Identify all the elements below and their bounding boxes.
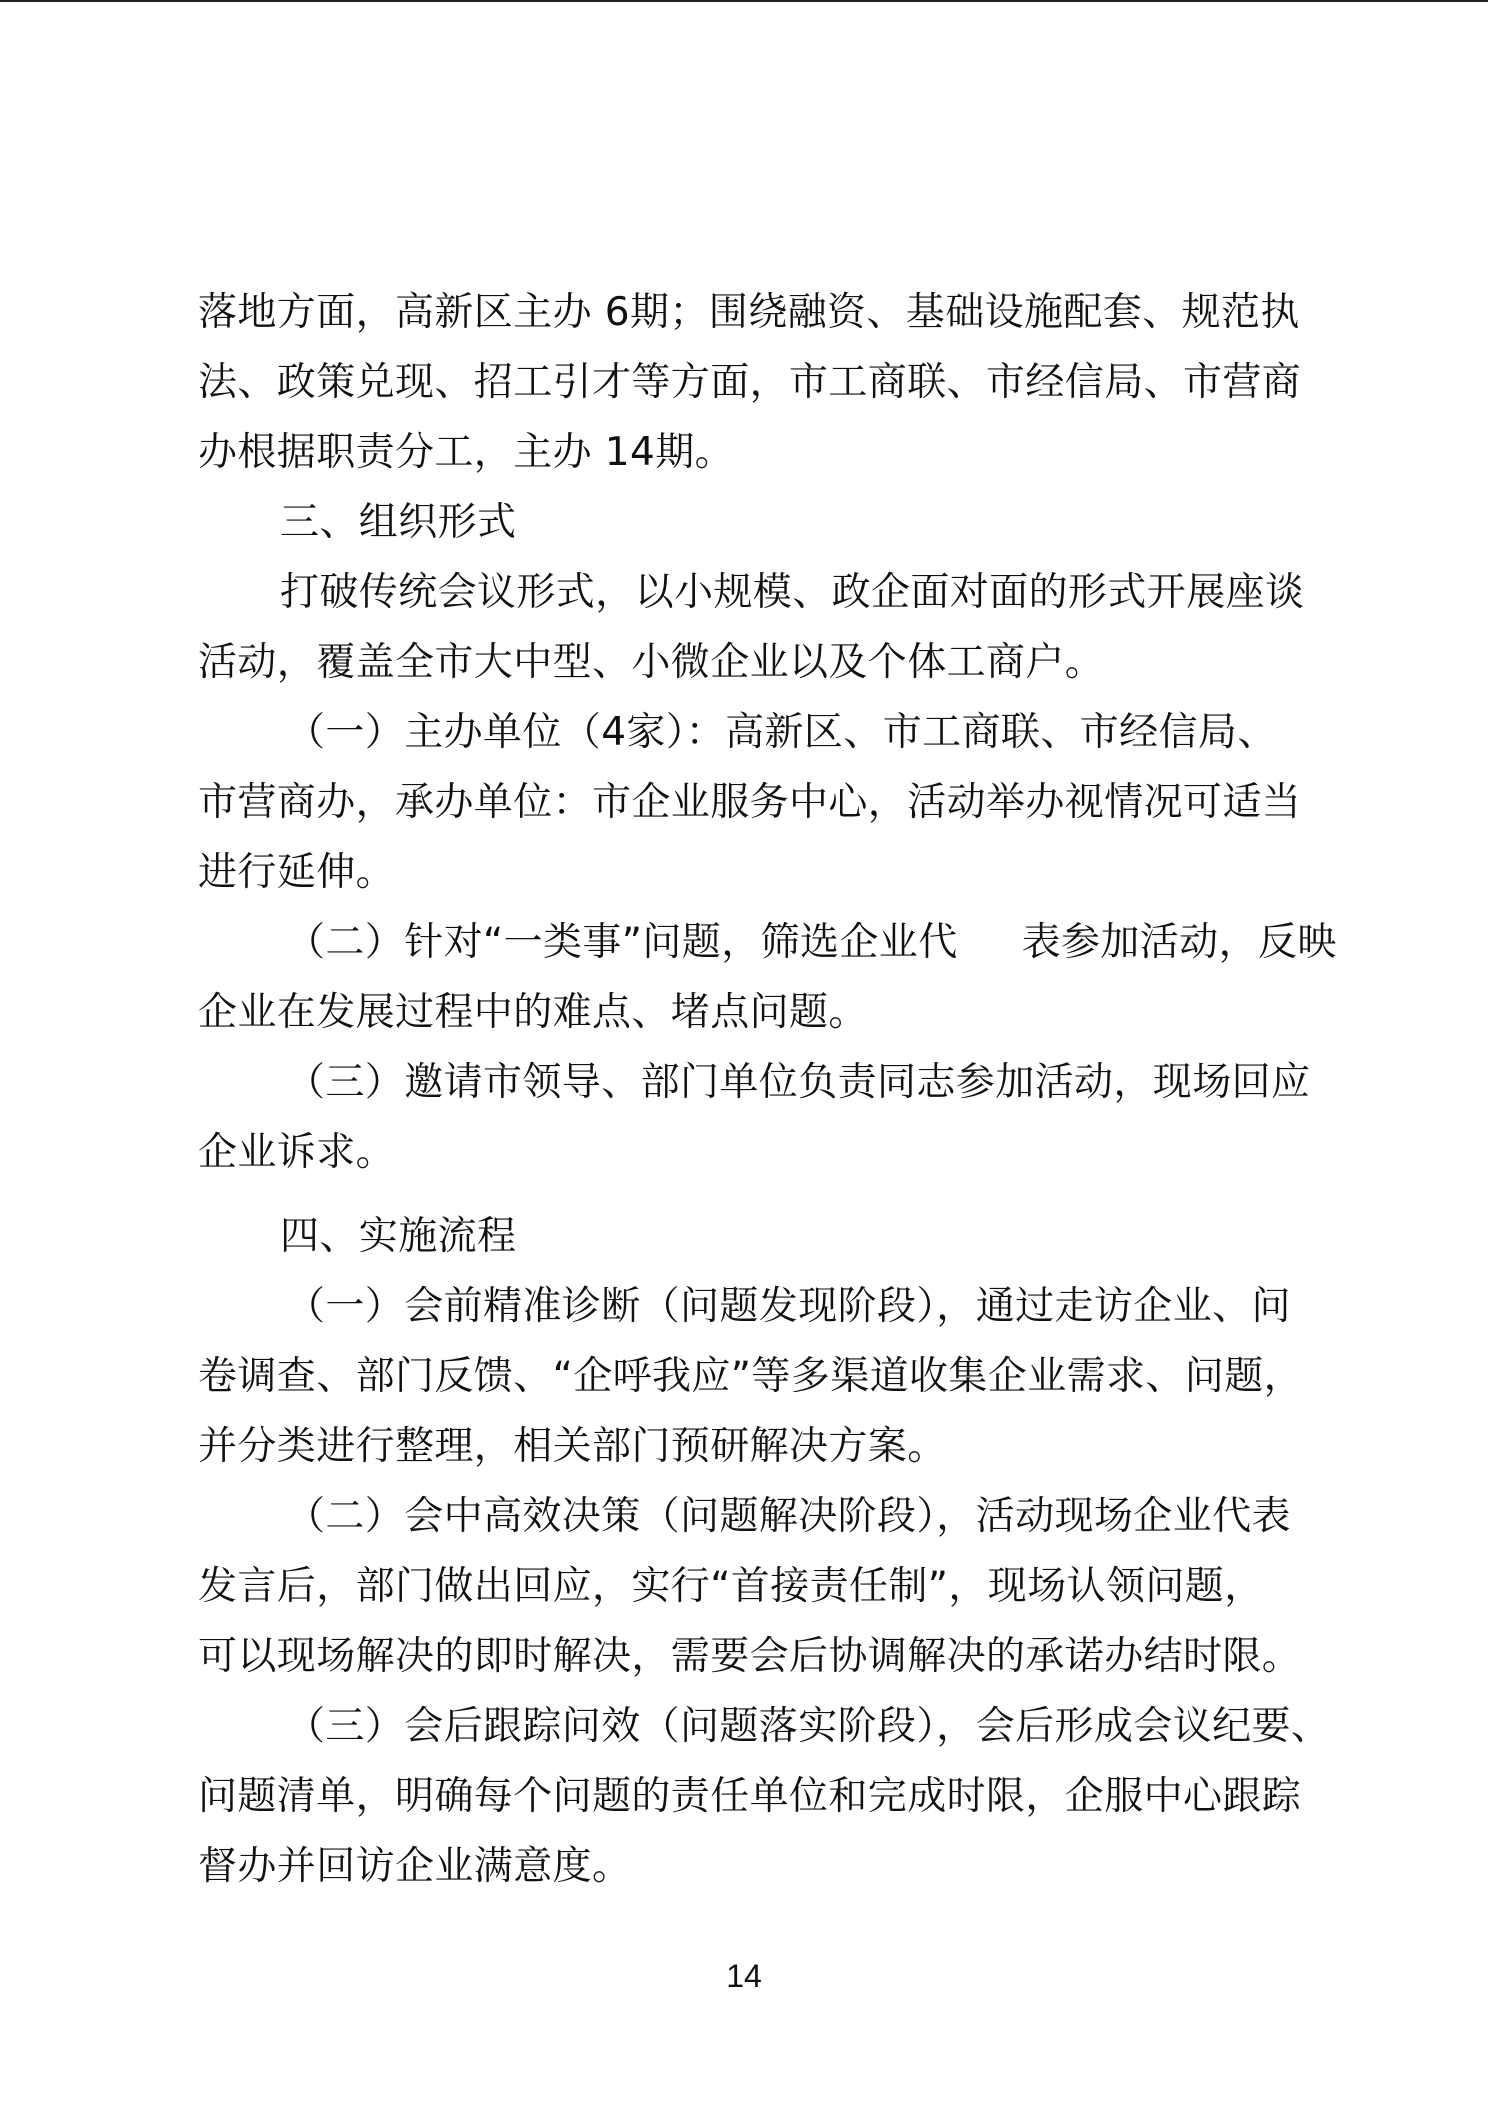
list-item-line: （一）会前精准诊断（问题发现阶段），通过走访企业、问 xyxy=(286,1284,1291,1329)
page-number: 14 xyxy=(726,1958,762,1994)
paragraph-line: 打破传统会议形式，以小规模、政企面对面的形式开展座谈 xyxy=(280,570,1305,615)
paragraph-line: 发言后，部门做出回应，实行“首接责任制”，现场认领问题， xyxy=(198,1564,1264,1609)
document-body xyxy=(198,278,1337,1902)
paragraph-line: 进行延伸。 xyxy=(198,850,396,895)
paragraph-line: 企业在发展过程中的难点、堵点问题。 xyxy=(198,990,868,1035)
list-item-line: （二）针对“一类事”问题，筛选企业代 表参加活动，反映 xyxy=(286,920,1337,965)
paragraph-line: 市营商办，承办单位：市企业服务中心，活动举办视情况可适当 xyxy=(198,780,1302,825)
paragraph-line: 问题清单，明确每个问题的责任单位和完成时限，企服中心跟踪 xyxy=(198,1774,1302,1819)
paragraph-line: 卷调查、部门反馈、“企呼我应”等多渠道收集企业需求、问题， xyxy=(198,1354,1304,1399)
list-item-line: （三）会后跟踪问效（问题落实阶段），会后形成会议纪要、 xyxy=(286,1704,1331,1749)
paragraph-line: 落地方面，高新区主办 6期；围绕融资、基础设施配套、规范执 xyxy=(198,290,1300,335)
top-border-rule xyxy=(0,0,1488,2)
list-item-line: （三）邀请市领导、部门单位负责同志参加活动，现场回应 xyxy=(286,1060,1311,1105)
paragraph-line: 并分类进行整理，相关部门预研解决方案。 xyxy=(198,1424,947,1469)
paragraph-line: 督办并回访企业满意度。 xyxy=(198,1844,632,1889)
paragraph-line: 办根据职责分工，主办 14期。 xyxy=(198,430,735,475)
section-heading-implementation-process: 四、实施流程 xyxy=(280,1214,517,1259)
paragraph-line: 可以现场解决的即时解决，需要会后协调解决的承诺办结时限。 xyxy=(198,1634,1302,1679)
list-item-line: （一）主办单位（4家）：高新区、市工商联、市经信局、 xyxy=(286,710,1277,755)
paragraph-line: 企业诉求。 xyxy=(198,1130,396,1175)
section-heading-organization-form: 三、组织形式 xyxy=(280,500,517,545)
paragraph-line: 法、政策兑现、招工引才等方面，市工商联、市经信局、市营商 xyxy=(198,360,1302,405)
paragraph-line: 活动，覆盖全市大中型、小微企业以及个体工商户。 xyxy=(198,640,1105,685)
list-item-line: （二）会中高效决策（问题解决阶段），活动现场企业代表 xyxy=(286,1494,1291,1539)
